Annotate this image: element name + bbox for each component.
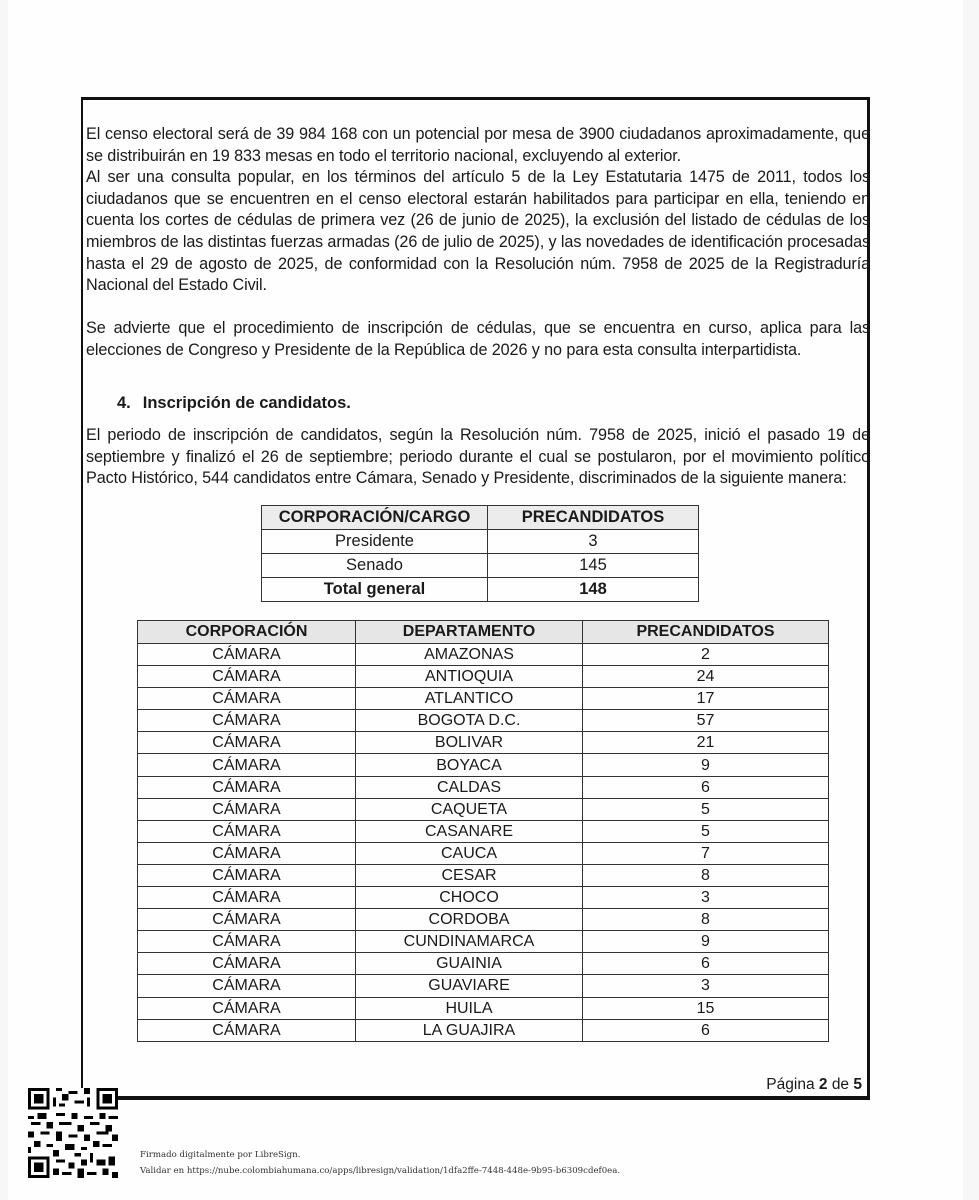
- cell-departamento: BOYACA: [356, 754, 583, 776]
- total-row: [262, 578, 699, 602]
- cell-count: 8: [583, 864, 829, 886]
- cell-count: 8: [583, 909, 829, 931]
- table-row: [138, 842, 829, 864]
- table-row: [138, 820, 829, 842]
- cell-count: 24: [583, 666, 829, 688]
- cell-count: 6: [583, 776, 829, 798]
- cell-count: 17: [583, 688, 829, 710]
- cell-corporacion: CÁMARA: [138, 666, 356, 688]
- table-row: [138, 710, 829, 732]
- cell-corporacion: CÁMARA: [138, 798, 356, 820]
- cell-count: 6: [583, 1019, 829, 1041]
- page-number: [766, 1076, 862, 1094]
- table-row: [138, 931, 829, 953]
- section-paragraph-block: [86, 425, 870, 490]
- signature-line-1: Firmado digitalmente por LibreSign.: [140, 1150, 301, 1160]
- cell-departamento: CASANARE: [356, 820, 583, 842]
- cell-corporacion: CÁMARA: [138, 887, 356, 909]
- table-row: [138, 776, 829, 798]
- table-row: [138, 975, 829, 997]
- cell-departamento: HUILA: [356, 997, 583, 1019]
- cell-count: 9: [583, 754, 829, 776]
- paragraph-advertencia: Se advierte que el procedimiento de inscripción de cédulas, que se encuentra en curso, aplica para las elecciones de Congreso y Presidente de la República de 2026 y no para esta consulta interpartidista.: [86, 319, 870, 359]
- cell-departamento: AMAZONAS: [356, 644, 583, 666]
- cell-corporacion: CÁMARA: [138, 997, 356, 1019]
- validation-link[interactable]: Validar en https://nube.colombiahumana.co/apps/libresign/validation/1dfa2ffe-7448-448e-9b95-b6309cdef0ea.: [140, 1166, 621, 1176]
- page-separator: de: [831, 1076, 850, 1093]
- table-row: [138, 732, 829, 754]
- cell-departamento: ATLANTICO: [356, 688, 583, 710]
- table-row: [138, 666, 829, 688]
- table-row: [262, 554, 699, 578]
- cell-count: 6: [583, 953, 829, 975]
- cell-corporacion: CÁMARA: [138, 1019, 356, 1041]
- cell-corporacion: CÁMARA: [138, 644, 356, 666]
- cell-departamento: GUAVIARE: [356, 975, 583, 997]
- cell-departamento: CESAR: [356, 864, 583, 886]
- cell-departamento: ANTIOQUIA: [356, 666, 583, 688]
- cell-corporacion: CÁMARA: [138, 820, 356, 842]
- digital-signature-note: [140, 1147, 620, 1179]
- cell-corporacion: CÁMARA: [138, 754, 356, 776]
- table-row: [138, 688, 829, 710]
- notice-paragraph-block: [86, 318, 870, 361]
- cell-corporacion: CÁMARA: [138, 953, 356, 975]
- table-row: [262, 530, 699, 554]
- cell-corporacion: CÁMARA: [138, 688, 356, 710]
- cell-count: 7: [583, 842, 829, 864]
- cell-cargo: Senado: [262, 554, 488, 578]
- section-title: Inscripción de candidatos.: [142, 394, 351, 412]
- cell-departamento: CALDAS: [356, 776, 583, 798]
- cell-count: 21: [583, 732, 829, 754]
- table-row: [138, 644, 829, 666]
- cell-departamento: LA GUAJIRA: [356, 1019, 583, 1041]
- cell-count: 57: [583, 710, 829, 732]
- cell-count: 3: [583, 975, 829, 997]
- detail-table-header: [138, 621, 829, 644]
- cell-departamento: CUNDINAMARCA: [356, 931, 583, 953]
- cell-departamento: BOLIVAR: [356, 732, 583, 754]
- cell-corporacion: CÁMARA: [138, 931, 356, 953]
- header-precandidatos: PRECANDIDATOS: [488, 506, 699, 530]
- page-prefix: Página: [766, 1076, 815, 1093]
- section-number: 4.: [117, 394, 131, 412]
- cell-count: 3: [583, 887, 829, 909]
- total-value: 148: [488, 578, 699, 602]
- total-label: Total general: [262, 578, 488, 602]
- table-row: [138, 887, 829, 909]
- cell-count: 5: [583, 820, 829, 842]
- paragraph-inscripcion: El periodo de inscripción de candidatos, según la Resolución núm. 7958 de 2025, inició el pasado 19 de septiembre y finalizó el 26 de septiembre; periodo durante el cual se postularon, por el movimiento político Pacto Histórico, 544 candidatos entre Cámara, Senado y Presidente, discriminados de la siguiente manera:: [86, 426, 870, 488]
- cell-departamento: BOGOTA D.C.: [356, 710, 583, 732]
- header-corporacion-cargo: CORPORACIÓN/CARGO: [262, 506, 488, 530]
- cell-count: 5: [583, 798, 829, 820]
- table-row: [138, 909, 829, 931]
- summary-table: [261, 505, 699, 602]
- cell-count: 9: [583, 931, 829, 953]
- detail-table: [137, 620, 829, 1042]
- cell-corporacion: CÁMARA: [138, 864, 356, 886]
- cell-count: 2: [583, 644, 829, 666]
- cell-corporacion: CÁMARA: [138, 732, 356, 754]
- table-row: [138, 953, 829, 975]
- header-precandidatos: PRECANDIDATOS: [583, 621, 829, 644]
- paragraph-consulta: Al ser una consulta popular, en los términos del artículo 5 de la Ley Estatutaria 1475 de 2011, todos los ciudadanos que se encuentren en el censo electoral estarán habilitados para participar en ella, teniendo en cuenta los cortes de cédulas de primera vez (26 de junio de 2025), la exclusión del listado de cédulas de los miembros de las distintas fuerzas armadas (26 de julio de 2025), y las novedades de identificación procesadas hasta el 29 de agosto de 2025, de conformidad con la Resolución núm. 7958 de 2025 de la Registraduría Nacional del Estado Civil.: [86, 168, 870, 295]
- page-total: 5: [853, 1076, 862, 1093]
- cell-count: 145: [488, 554, 699, 578]
- header-corporacion: CORPORACIÓN: [138, 621, 356, 644]
- table-row: [138, 798, 829, 820]
- table-row: [138, 997, 829, 1019]
- cell-count: 3: [488, 530, 699, 554]
- paragraph-censo: El censo electoral será de 39 984 168 con un potencial por mesa de 3900 ciudadanos aproximadamente, que se distribuirán en 19 833 mesas en todo el territorio nacional, excluyendo al exterior.: [86, 125, 870, 165]
- cell-departamento: CORDOBA: [356, 909, 583, 931]
- cell-departamento: CHOCO: [356, 887, 583, 909]
- cell-corporacion: CÁMARA: [138, 776, 356, 798]
- section-heading: [117, 394, 351, 413]
- header-departamento: DEPARTAMENTO: [356, 621, 583, 644]
- cell-corporacion: CÁMARA: [138, 710, 356, 732]
- cell-corporacion: CÁMARA: [138, 842, 356, 864]
- table-row: [138, 754, 829, 776]
- cell-cargo: Presidente: [262, 530, 488, 554]
- table-row: [138, 1019, 829, 1041]
- cell-count: 15: [583, 997, 829, 1019]
- cell-departamento: CAUCA: [356, 842, 583, 864]
- intro-paragraphs: [86, 124, 870, 297]
- page-current: 2: [818, 1076, 828, 1093]
- qr-code-icon: [28, 1088, 118, 1178]
- table-row: [138, 864, 829, 886]
- summary-table-header: [262, 506, 699, 530]
- cell-corporacion: CÁMARA: [138, 975, 356, 997]
- cell-departamento: GUAINIA: [356, 953, 583, 975]
- cell-corporacion: CÁMARA: [138, 909, 356, 931]
- cell-departamento: CAQUETA: [356, 798, 583, 820]
